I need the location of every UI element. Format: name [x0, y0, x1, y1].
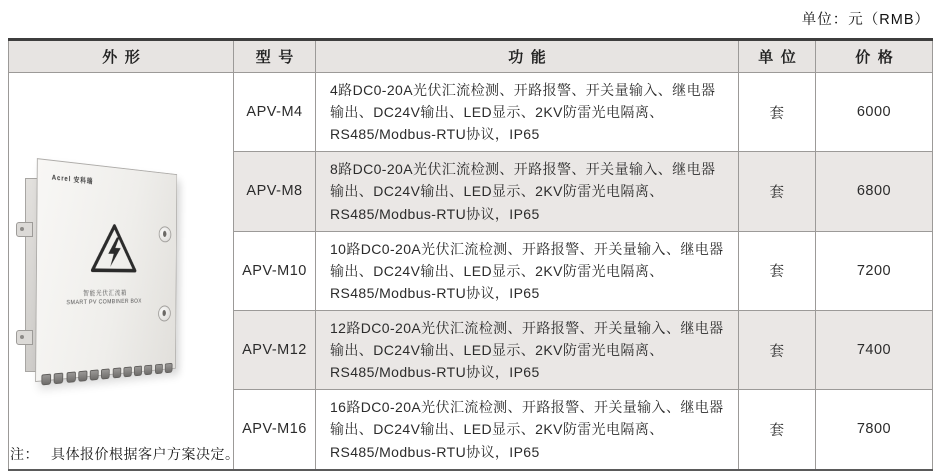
price-table [8, 38, 933, 471]
latch-icon [158, 305, 171, 321]
cable-glands [41, 363, 172, 386]
cable-gland-icon [66, 371, 75, 383]
function-cell: 12路DC0-20A光伏汇流检测、开路报警、开关量输入、继电器输出、DC24V输出、LED显示、2KV防雷光电隔离、RS485/Modbus-RTU协议，IP65 [316, 310, 739, 389]
model-cell: APV-M16 [234, 390, 316, 470]
table-row-apv-m4 [9, 73, 933, 152]
col-header-price: 价格 [816, 40, 933, 73]
cable-gland-icon [54, 372, 64, 384]
col-header-appearance: 外形 [9, 40, 234, 73]
cable-gland-icon [78, 370, 87, 381]
latch-icon [159, 226, 172, 242]
box-label-en: SMART PV COMBINER BOX [66, 297, 142, 307]
cable-gland-icon [155, 364, 163, 374]
cable-gland-icon [112, 367, 121, 378]
brand-logo: Acrel 安科瑞 [51, 174, 94, 186]
price-cell: 6800 [816, 152, 933, 231]
currency-note: 单位：元（RMB） [801, 12, 930, 28]
cable-gland-icon [123, 366, 131, 377]
unit-cell: 套 [739, 310, 816, 389]
col-header-unit: 单位 [739, 40, 816, 73]
box-label-cn: 智能光伏汇流箱 [83, 289, 128, 298]
cable-gland-icon [101, 368, 110, 379]
pv-combiner-box-photo [16, 152, 226, 390]
footnote-label: 注： [10, 446, 39, 462]
footnote-text: 具体报价根据客户方案决定。 [51, 446, 240, 462]
cable-gland-icon [165, 363, 173, 373]
unit-cell: 套 [739, 390, 816, 470]
product-image-cell [9, 73, 234, 470]
price-cell: 6000 [816, 73, 933, 152]
model-cell: APV-M8 [234, 152, 316, 231]
high-voltage-warning-icon [89, 220, 139, 275]
cable-gland-icon [144, 364, 152, 375]
col-header-model: 型号 [234, 40, 316, 73]
model-cell: APV-M4 [234, 73, 316, 152]
cable-gland-icon [90, 369, 99, 380]
table-header-row [9, 40, 933, 73]
col-header-function: 功能 [316, 40, 739, 73]
unit-cell: 套 [739, 231, 816, 310]
unit-cell: 套 [739, 73, 816, 152]
box-front-panel [35, 158, 177, 382]
mounting-ear-icon [16, 330, 33, 345]
function-cell: 8路DC0-20A光伏汇流检测、开路报警、开关量输入、继电器输出、DC24V输出、LED显示、2KV防雷光电隔离、RS485/Modbus-RTU协议，IP65 [316, 152, 739, 231]
function-cell: 4路DC0-20A光伏汇流检测、开路报警、开关量输入、继电器输出、DC24V输出、LED显示、2KV防雷光电隔离、RS485/Modbus-RTU协议，IP65 [316, 73, 739, 152]
function-cell: 16路DC0-20A光伏汇流检测、开路报警、开关量输入、继电器输出、DC24V输出、LED显示、2KV防雷光电隔离、RS485/Modbus-RTU协议，IP65 [316, 390, 739, 470]
footnote [10, 444, 240, 464]
cable-gland-icon [134, 365, 142, 376]
price-cell: 7800 [816, 390, 933, 470]
model-cell: APV-M12 [234, 310, 316, 389]
model-cell: APV-M10 [234, 231, 316, 310]
function-cell: 10路DC0-20A光伏汇流检测、开路报警、开关量输入、继电器输出、DC24V输出、LED显示、2KV防雷光电隔离、RS485/Modbus-RTU协议，IP65 [316, 231, 739, 310]
price-cell: 7200 [816, 231, 933, 310]
unit-cell: 套 [739, 152, 816, 231]
mounting-ear-icon [16, 222, 33, 237]
cable-gland-icon [41, 373, 51, 385]
price-cell: 7400 [816, 310, 933, 389]
